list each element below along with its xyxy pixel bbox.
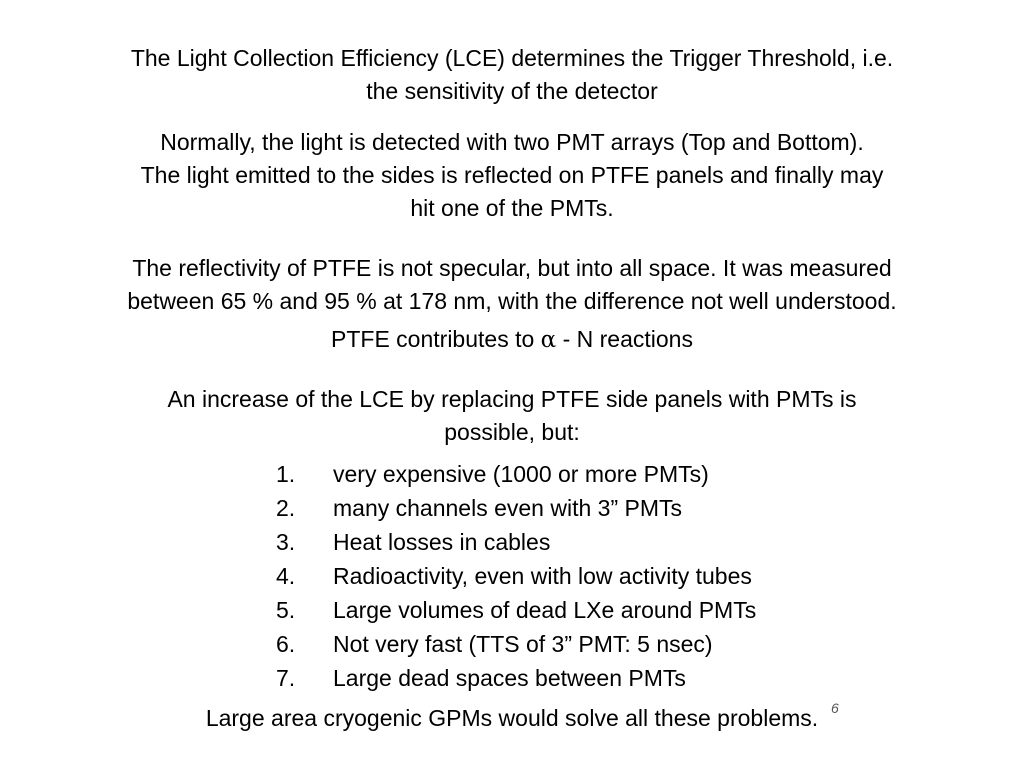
list-text: many channels even with 3” PMTs: [333, 495, 682, 521]
list-text: Large dead spaces between PMTs: [333, 665, 686, 691]
list-number: 3.: [276, 529, 296, 555]
list-text: very expensive (1000 or more PMTs): [333, 461, 709, 487]
paragraph-line: the sensitivity of the detector: [366, 78, 658, 104]
paragraph-line: The light emitted to the sides is reflected on PTFE panels and finally may: [140, 162, 884, 188]
list-number: 5.: [276, 597, 296, 623]
page-number: 6: [831, 700, 839, 716]
list-text: Large volumes of dead LXe around PMTs: [333, 597, 757, 623]
paragraph-line: hit one of the PMTs.: [410, 195, 614, 221]
paragraph-pmt-arrays: [0, 126, 1024, 225]
list-number: 7.: [276, 665, 296, 691]
list-item: [276, 491, 756, 525]
list-text: Not very fast (TTS of 3” PMT: 5 nsec): [333, 631, 713, 657]
paragraph-line: Normally, the light is detected with two PMT arrays (Top and Bottom).: [160, 129, 864, 155]
list-number: 1.: [276, 461, 296, 487]
paragraph-lce-trigger: [0, 42, 1024, 108]
problems-list: [276, 457, 756, 695]
paragraph-line: An increase of the LCE by replacing PTFE side panels with PMTs is: [167, 386, 857, 412]
paragraph-lce-increase: [0, 383, 1024, 449]
paragraph-text: PTFE contributes to: [331, 326, 541, 352]
paragraph-conclusion: Large area cryogenic GPMs would solve all these problems.: [205, 705, 819, 731]
paragraph-ptfe-reflectivity: [0, 252, 1024, 318]
list-number: 2.: [276, 495, 296, 521]
paragraph-line: between 65 % and 95 % at 178 nm, with the difference not well understood.: [127, 288, 897, 314]
list-number: 6.: [276, 631, 296, 657]
paragraph-line: The Light Collection Efficiency (LCE) determines the Trigger Threshold, i.e.: [130, 45, 894, 71]
list-item: [276, 627, 756, 661]
paragraph-line: possible, but:: [444, 419, 580, 445]
list-item: [276, 457, 756, 491]
paragraph-text: - N reactions: [556, 326, 693, 352]
list-item: [276, 525, 756, 559]
list-text: Radioactivity, even with low activity tubes: [333, 563, 752, 589]
list-item: [276, 559, 756, 593]
list-number: 4.: [276, 563, 296, 589]
list-item: [276, 661, 756, 695]
paragraph-line: The reflectivity of PTFE is not specular, but into all space. It was measured: [132, 255, 892, 281]
list-item: [276, 593, 756, 627]
paragraph-alpha-n: [0, 323, 1024, 357]
list-text: Heat losses in cables: [333, 529, 551, 555]
alpha-symbol: α: [540, 327, 557, 353]
